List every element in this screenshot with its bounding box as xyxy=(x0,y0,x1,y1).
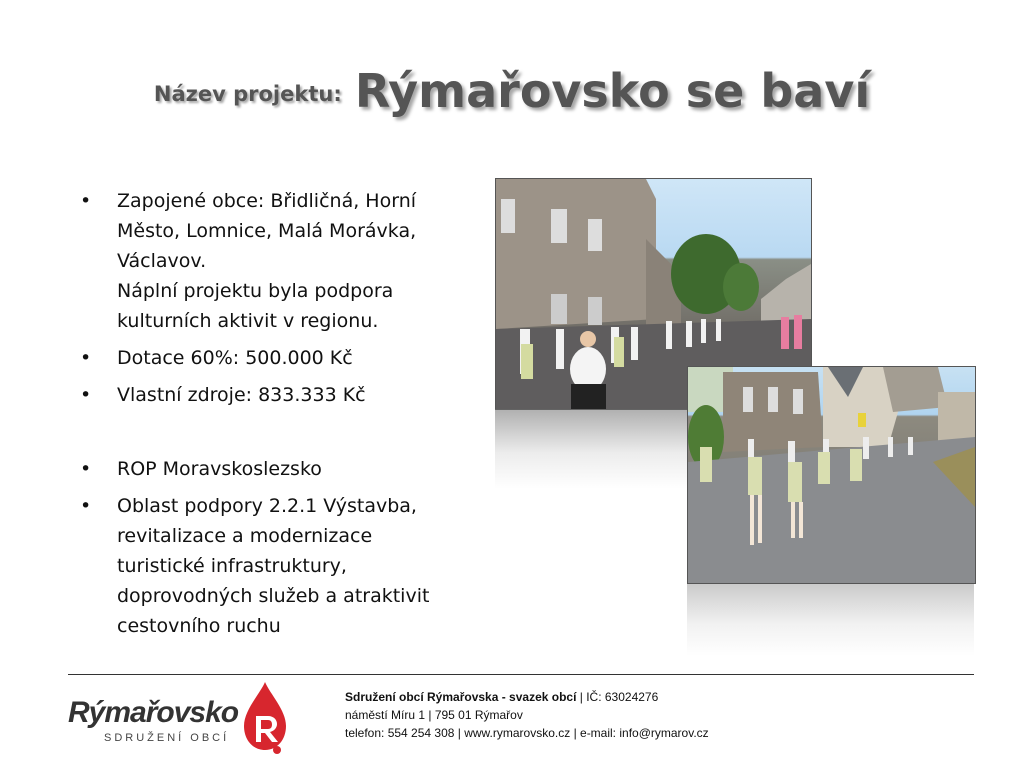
parade-photo-2 xyxy=(687,366,976,584)
bullet-text-continued: Náplní projektu byla podpora kulturních aktivit v regionu. xyxy=(117,280,394,332)
footer-divider xyxy=(68,674,974,675)
logo-subtitle: SDRUŽENÍ OBCÍ xyxy=(104,732,230,744)
bullet-text: Zapojené obce: Břidličná, Horní Město, Lomnice, Malá Morávka, Václavov. xyxy=(117,190,417,272)
bullet-item-subsidy xyxy=(80,343,465,373)
bullet-item-own-resources xyxy=(80,380,465,410)
title-label: Název projektu: xyxy=(153,82,342,106)
logo-wordmark: Rýmařovsko xyxy=(68,696,239,729)
footer-address: náměstí Míru 1 | 795 01 Rýmařov xyxy=(345,708,523,722)
org-ic: | IČ: 63024276 xyxy=(576,690,659,704)
logo-r-icon xyxy=(240,680,290,756)
parade-photo-2-drawing xyxy=(688,367,975,583)
bullet-item-municipalities xyxy=(80,186,465,336)
footer-contact-info xyxy=(345,688,709,742)
bullet-text: Dotace 60%: 500.000 Kč xyxy=(117,347,353,369)
footer-org-line xyxy=(345,688,709,706)
title-main: Rýmařovsko se baví xyxy=(354,64,871,118)
bullet-item-support-area xyxy=(80,491,465,641)
parade-photo-2-reflection xyxy=(687,584,974,656)
bullet-text: Oblast podpory 2.2.1 Výstavba, revitalizace a modernizace turistické infrastruktury, doprovodných služeb a atraktivit cestovního ruchu xyxy=(117,495,430,637)
footer-contact: telefon: 554 254 308 | www.rymarovsko.cz | e-mail: info@rymarov.cz xyxy=(345,726,709,740)
bullet-text: ROP Moravskoslezsko xyxy=(117,458,322,480)
slide-title xyxy=(0,64,1024,118)
bullet-list xyxy=(80,186,465,648)
org-name: Sdružení obcí Rýmařovska - svazek obcí xyxy=(345,690,577,704)
bullet-item-rop xyxy=(80,454,465,484)
bullet-text: Vlastní zdroje: 833.333 Kč xyxy=(117,384,366,406)
